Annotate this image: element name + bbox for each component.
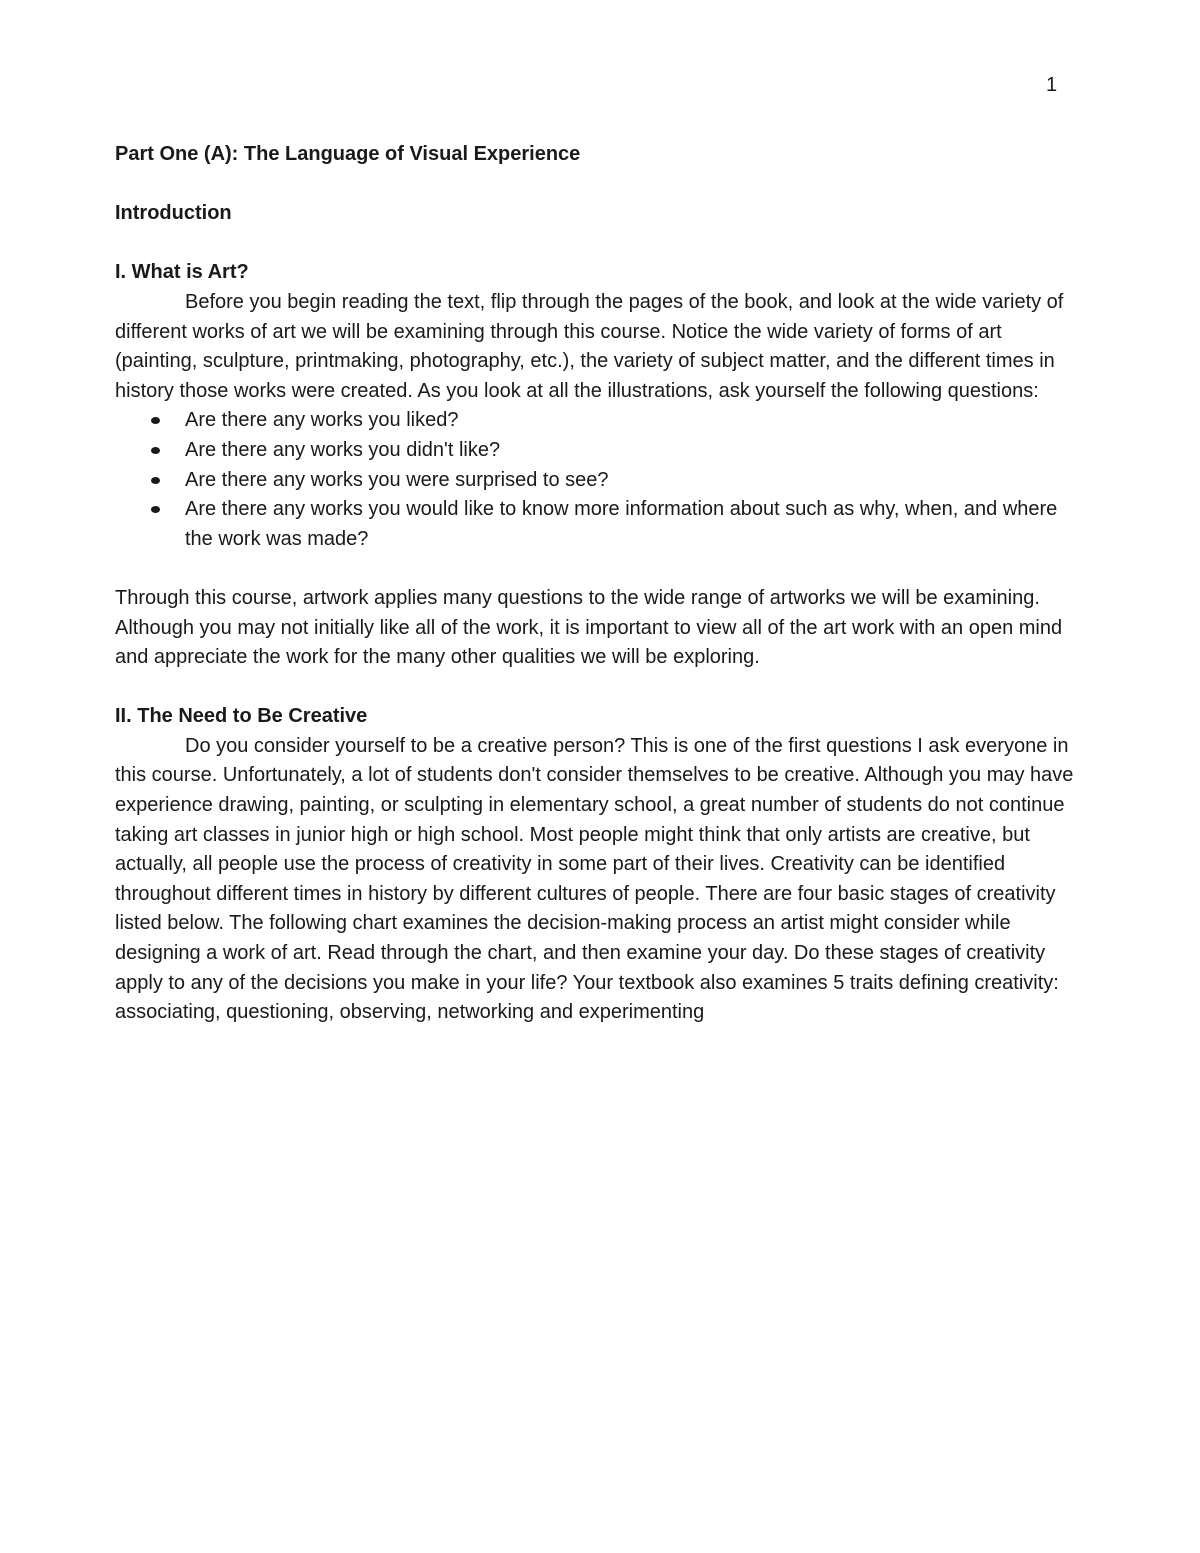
section-closing-paragraph: Through this course, artwork applies many questions to the wide range of artworks we will be examining. Although you may not initially like all of the work, it is important to view all of the art work with an open mind and appreciate the work for the many other qualities we will be exploring. <box>115 586 1063 669</box>
introduction-heading: Introduction <box>115 202 232 225</box>
question-list <box>115 406 1075 554</box>
section-heading-need-to-be-creative: II. The Need to Be Creative <box>115 705 368 728</box>
document-body <box>115 140 1075 1028</box>
list-item: Are there any works you would like to know more information about such as why, when, and where the work was made? <box>185 495 1075 554</box>
list-item: Are there any works you didn't like? <box>185 436 1075 466</box>
section-paragraph-need-to-be-creative: Do you consider yourself to be a creative person? This is one of the first questions I ask everyone in this course. Unfortunately, a lot of students don't consider themselves to be creative. Although you may have experience drawing, painting, or sculpting in elementary school, a great number of students do not continue taking art classes in junior high or high school. Most people might think that only artists are creative, but actually, all people use the process of creativity in some part of their lives. Creativity can be identified throughout different times in history by different cultures of people. There are four basic stages of creativity listed below. The following chart examines the decision-making process an artist might consider while designing a work of art. Read through the chart, and then examine your day. Do these stages of creativity apply to any of the decisions you make in your life? Your textbook also examines 5 traits defining creativity: associating, questioning, observing, networking and experimenting <box>115 734 1074 1024</box>
list-item: Are there any works you were surprised to see? <box>185 466 1075 496</box>
document-title: Part One (A): The Language of Visual Experience <box>115 143 581 165</box>
spacer <box>115 554 1075 584</box>
page-number: 1 <box>1046 74 1058 96</box>
spacer <box>115 673 1075 703</box>
section-heading-what-is-art: I. What is Art? <box>115 261 249 284</box>
section-paragraph-what-is-art: Before you begin reading the text, flip through the pages of the book, and look at the wide variety of different works of art we will be examining through this course. Notice the wide variety of forms of art (painting, sculpture, printmaking, photography, etc.), the variety of subject matter, and the different times in history those works were created. As you look at all the illustrations, ask yourself the following questions: <box>115 290 1064 402</box>
list-item: Are there any works you liked? <box>185 406 1075 436</box>
